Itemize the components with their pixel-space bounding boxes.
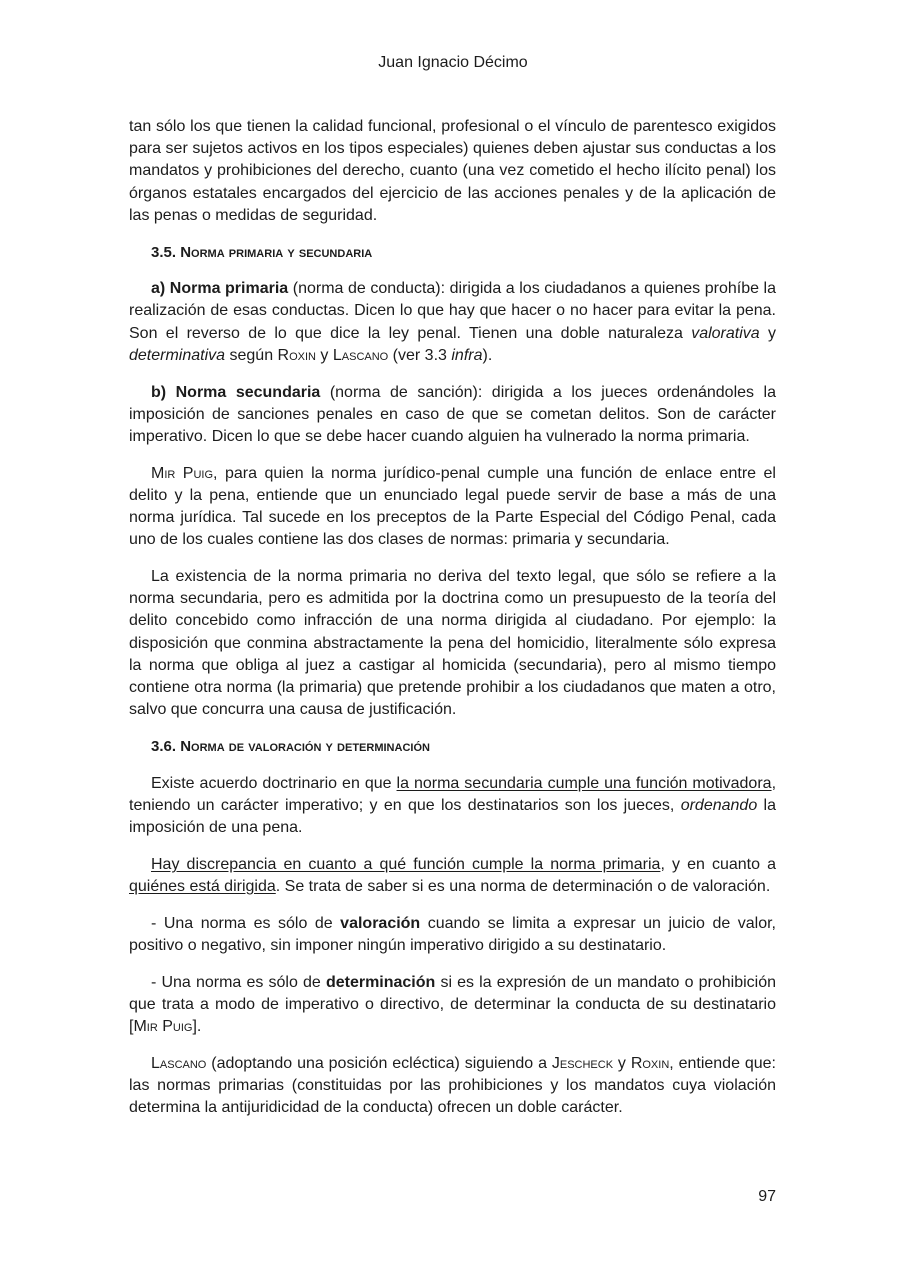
paragraph: La existencia de la norma primaria no deriva del texto legal, que sólo se refiere a la norma secundaria, pero es admitida por la doctrina como un presupuesto de la teoría del delito concebido como infracción de una norma dirigida al ciudadano. Por ejemplo: la disposición que conmina abstractamente la pena del homicidio, literalmente sólo expresa la norma que obliga al juez a castigar al homicida (secundaria), pero al mismo tiempo contiene otra norma (la primaria) que pretende prohibir a los ciudadanos que maten a otro, salvo que concurra una causa de justificación. (129, 567, 776, 719)
paragraph: tan sólo los que tienen la calidad funcional, profesional o el vínculo de parentesco exigidos para ser sujetos activos en los tipos especiales) quienes deben ajustar sus conductas a los mandatos y prohibiciones del derecho, cuanto (una vez cometido el hecho ilícito penal) los órganos estatales encargados del ejercicio de las acciones penales y de la aplicación de las penas o medidas de seguridad. (129, 118, 776, 224)
paragraph-mir-puig: Mir Puig, para quien la norma jurídico-penal cumple una función de enlace entre el delito y la pena, entiende que un enunciado legal puede servir de base a más de una norma jurídica. Tal sucede en los preceptos de la Parte Especial del Código Penal, cada uno de los cuales contiene las dos clases de normas: primaria y secundaria. (129, 464, 776, 549)
page-number: 97 (758, 1188, 776, 1205)
underlined-text: quiénes está dirigida (129, 877, 276, 895)
section-number: 3.5. (151, 243, 177, 261)
italic-term: valorativa (691, 324, 760, 342)
page-body (129, 116, 776, 1134)
paragraph-determinacion: - Una norma es sólo de determinación si es la expresión de un mandato o prohibición que trata a modo de imperativo o directivo, de determinar la conducta de su destinatario [Mir Puig]. (129, 973, 776, 1035)
underlined-text: la norma secundaria cumple una función motivadora (396, 774, 772, 792)
paragraph-lascano: Lascano (adoptando una posición ecléctica) siguiendo a Jescheck y Roxin, entiende que: las normas primarias (constituidas por las prohibiciones y los mandatos cuya violación determina la antijuridicidad de la conducta) ofrecen un doble carácter. (129, 1054, 777, 1117)
bold-term: a) Norma primaria (151, 280, 289, 298)
section-heading-3-5 (129, 242, 776, 264)
author-name: Mir Puig (133, 1017, 193, 1035)
section-heading-3-6 (129, 736, 776, 758)
italic-term: ordenando (680, 796, 758, 814)
paragraph-valoracion: - Una norma es sólo de valoración cuando se limita a expresar un juicio de valor, positivo o negativo, sin imponer ningún imperativo dirigido a su destinatario. (129, 914, 777, 954)
bold-term: b) Norma secundaria (151, 383, 321, 401)
author-name: Mir Puig (151, 464, 214, 482)
author-name: Jescheck (551, 1054, 614, 1072)
author-name: Lascano (332, 346, 389, 364)
italic-term: infra (451, 346, 483, 364)
paragraph-norma-primaria: a) Norma primaria (norma de conducta): dirigida a los ciudadanos a quienes prohíbe la realización de esas conductas. Dicen lo que hay que hacer o no hacer para evitar la pena. Son el reverso de lo que dice la ley penal. Tienen una doble naturaleza valorativa y determinativa según Roxin y Lascano (ver 3.3 infra). (129, 280, 777, 364)
underlined-text: Hay discrepancia en cuanto a qué función cumple la norma primaria (151, 855, 661, 873)
paragraph-discrepancia: Hay discrepancia en cuanto a qué función cumple la norma primaria, y en cuanto a quiénes está dirigida. Se trata de saber si es una norma de determinación o de valoración. (129, 855, 776, 895)
author-name: Lascano (151, 1054, 207, 1072)
paragraph-acuerdo: Existe acuerdo doctrinario en que la norma secundaria cumple una función motivadora, teniendo un carácter imperativo; y en que los destinatarios son los jueces, ordenando la imposición de una pena. (129, 774, 777, 836)
bold-term: determinación (325, 973, 436, 991)
bold-term: valoración (340, 914, 421, 932)
italic-term: determinativa (129, 346, 226, 364)
running-header: Juan Ignacio Décimo (378, 54, 528, 71)
paragraph-norma-secundaria: b) Norma secundaria (norma de sanción): dirigida a los jueces ordenándoles la imposición de sanciones penales en caso de que se cometan delitos. Son de carácter imperativo. Dicen lo que se debe hacer cuando alguien ha vulnerado la norma primaria. (129, 383, 777, 445)
author-name: Roxin (630, 1054, 670, 1072)
section-title: Norma primaria y secundaria (180, 243, 373, 261)
author-name: Roxin (277, 346, 316, 364)
section-title: Norma de valoración y determinación (180, 737, 430, 755)
section-number: 3.6. (151, 737, 177, 755)
